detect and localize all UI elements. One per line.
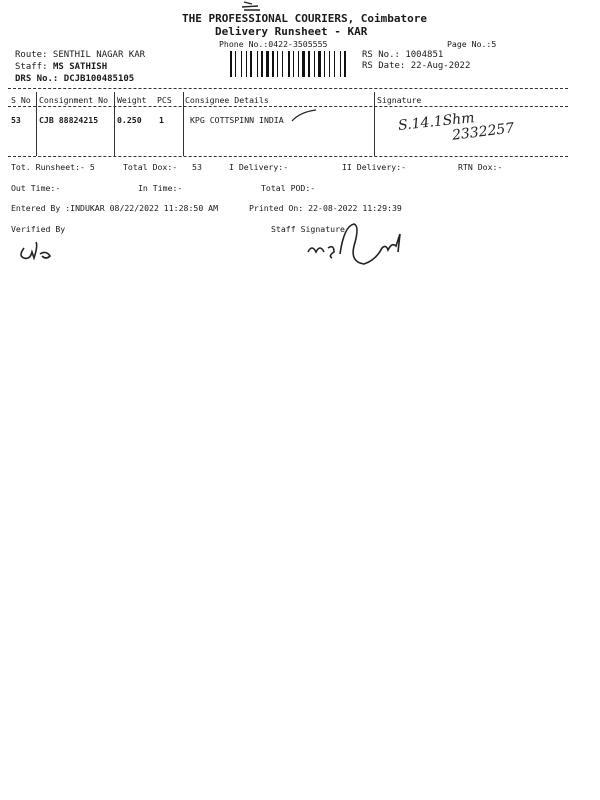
rs-number: RS No.: 1004851 bbox=[362, 50, 444, 60]
header-pcs: PCS bbox=[157, 95, 172, 105]
barcode-bar bbox=[233, 51, 234, 77]
barcode-bar bbox=[324, 51, 325, 77]
entered-by: Entered By :INDUKAR 08/22/2022 11:28:50 AM bbox=[11, 203, 219, 213]
barcode-bar bbox=[288, 51, 290, 77]
ii-delivery: II Delivery:- bbox=[342, 162, 407, 172]
barcode-bar bbox=[246, 51, 247, 77]
barcode-bar bbox=[241, 51, 242, 77]
barcode-bar bbox=[293, 51, 294, 77]
barcode-bar bbox=[316, 51, 317, 77]
page-number: Page No.:5 bbox=[447, 39, 497, 49]
barcode-bar bbox=[308, 51, 310, 77]
row-pcs: 1 bbox=[159, 115, 164, 125]
row-consignee: KPG COTTSPINN INDIA bbox=[190, 115, 284, 125]
barcode-bar bbox=[235, 51, 236, 77]
runsheet-title: Delivery Runsheet - KAR bbox=[215, 25, 368, 38]
receiver-signature-name: S.14.1Shm bbox=[397, 110, 476, 134]
col-divider bbox=[183, 92, 184, 156]
barcode-bar bbox=[261, 51, 263, 77]
header-sno: S No bbox=[11, 95, 31, 105]
drs-line bbox=[15, 74, 134, 84]
barcode-bar bbox=[318, 51, 321, 77]
staff-value: MS SATHISH bbox=[52, 62, 108, 72]
barcode-bar bbox=[282, 51, 283, 77]
barcode-bar bbox=[329, 51, 330, 77]
header-consignee: Consignee Details bbox=[185, 95, 269, 105]
verifier-signature bbox=[16, 238, 66, 262]
table-header-rule bbox=[8, 106, 568, 107]
barcode-bar bbox=[311, 51, 313, 77]
barcode-bar bbox=[272, 51, 274, 77]
receiver-signature-number: 2332257 bbox=[451, 120, 516, 144]
verified-by: Verified By bbox=[11, 224, 66, 234]
header-signature: Signature bbox=[377, 95, 422, 105]
col-divider bbox=[36, 92, 37, 156]
barcode-bar bbox=[243, 51, 245, 77]
barcode-bar bbox=[302, 51, 305, 77]
table-top-rule bbox=[8, 88, 568, 89]
total-runsheet: Tot. Runsheet:- 5 bbox=[11, 162, 95, 172]
in-time: In Time:- bbox=[138, 183, 183, 193]
barcode-bar bbox=[279, 51, 281, 77]
rs-date: RS Date: 22-Aug-2022 bbox=[362, 61, 471, 71]
barcode-bar bbox=[295, 51, 297, 77]
barcode-bar bbox=[322, 51, 323, 77]
row-consignment: CJB 88824215 bbox=[39, 115, 99, 125]
header-consignment: Consignment No bbox=[39, 95, 109, 105]
drs-value: DCJB100485105 bbox=[63, 74, 135, 84]
barcode-bar bbox=[275, 51, 276, 77]
row-weight: 0.250 bbox=[117, 115, 142, 125]
barcode-bar bbox=[270, 51, 271, 77]
barcode-bar bbox=[230, 51, 232, 77]
staff-line bbox=[15, 62, 107, 72]
barcode-bar bbox=[277, 51, 278, 77]
total-dox: Total Dox:- 53 bbox=[123, 162, 202, 172]
route-line: Route: SENTHIL NAGAR KAR bbox=[15, 50, 146, 60]
barcode-bar bbox=[331, 51, 333, 77]
col-divider bbox=[114, 92, 115, 156]
barcode-bar bbox=[340, 51, 341, 77]
out-time: Out Time:- bbox=[11, 183, 61, 193]
tick-mark bbox=[290, 108, 320, 124]
barcode-bar bbox=[248, 51, 249, 77]
drs-label: DRS No.: bbox=[15, 74, 59, 84]
barcode-bar bbox=[347, 51, 348, 77]
barcode-bar bbox=[300, 51, 301, 77]
barcode-bar bbox=[336, 51, 339, 77]
printed-on: Printed On: 22-08-2022 11:29:39 bbox=[249, 203, 402, 213]
barcode-bar bbox=[342, 51, 343, 77]
staff-signature bbox=[304, 212, 414, 272]
barcode-bar bbox=[264, 51, 265, 77]
barcode-bar bbox=[253, 51, 256, 77]
barcode-bar bbox=[257, 51, 258, 77]
barcode-bar bbox=[298, 51, 299, 77]
barcode-bar bbox=[334, 51, 335, 77]
table-bottom-rule bbox=[8, 156, 568, 157]
barcode-bar bbox=[237, 51, 240, 77]
col-divider bbox=[374, 92, 375, 156]
barcode-bar bbox=[266, 51, 269, 77]
staff-signature-label: Staff Signature bbox=[271, 224, 345, 234]
barcode-bar bbox=[291, 51, 292, 77]
row-sno: 53 bbox=[11, 115, 21, 125]
header-weight: Weight bbox=[117, 95, 147, 105]
staff-label: Staff: bbox=[15, 62, 48, 72]
barcode-bar bbox=[314, 51, 315, 77]
total-pod: Total POD:- bbox=[261, 183, 316, 193]
i-delivery: I Delivery:- bbox=[229, 162, 289, 172]
barcode-bar bbox=[306, 51, 307, 77]
phone-number: Phone No.:0422-3505555 bbox=[219, 39, 328, 49]
barcode-bar bbox=[250, 51, 252, 77]
barcode-bar bbox=[326, 51, 328, 77]
barcode-bar bbox=[284, 51, 287, 77]
company-title: THE PROFESSIONAL COURIERS, Coimbatore bbox=[182, 12, 428, 25]
barcode-bar bbox=[344, 51, 346, 77]
barcode-bar bbox=[259, 51, 260, 77]
rtn-dox: RTN Dox:- bbox=[458, 162, 503, 172]
barcode bbox=[230, 51, 350, 77]
